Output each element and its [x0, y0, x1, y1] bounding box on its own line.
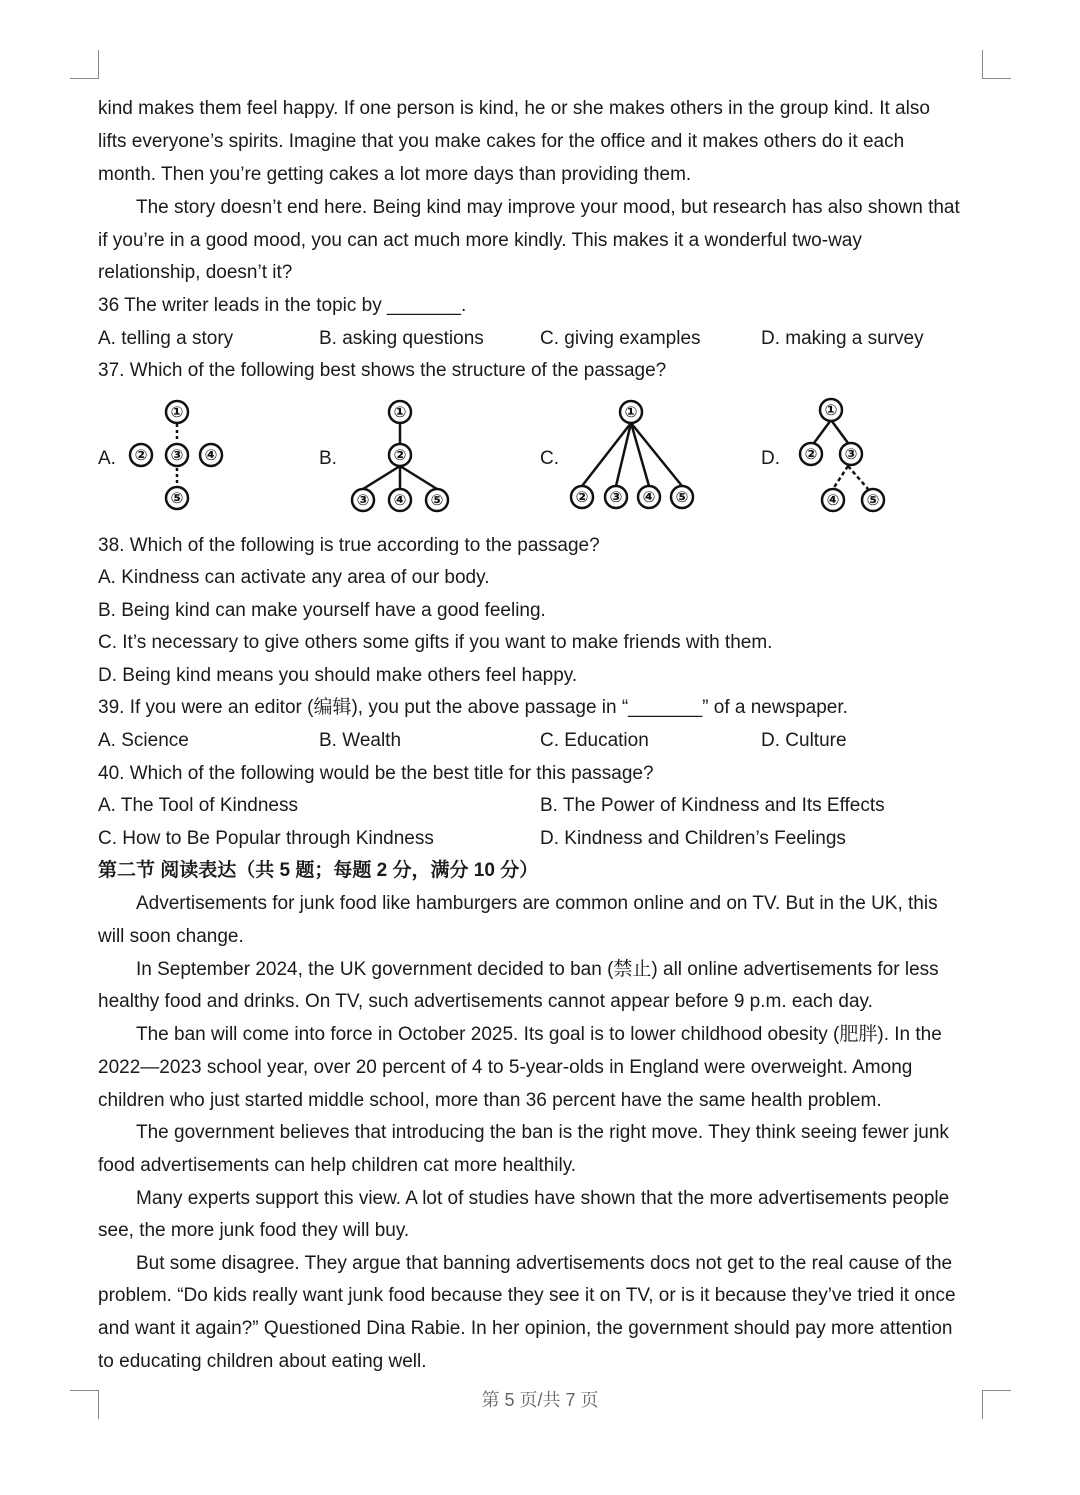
q39-option-c: C. Education — [540, 730, 649, 751]
q38-option-a: A. Kindness can activate any area of our body. — [98, 567, 490, 588]
q40-option-d: D. Kindness and Children’s Feelings — [540, 828, 846, 849]
diagram-connector — [363, 466, 400, 489]
passage2-line: food advertisements can help children cat more healthily. — [98, 1155, 577, 1176]
passage2-line: children who just started middle school, more than 36 percent have the same health problem. — [98, 1090, 882, 1111]
diagram-connector — [831, 420, 848, 443]
diagram-connector — [833, 466, 848, 489]
crop-mark-top-right — [982, 50, 1011, 79]
passage2-line: will soon change. — [98, 926, 244, 947]
passage2-line: problem. “Do kids really want junk food because they see it on TV, or is it because they’ve tried it once — [98, 1285, 956, 1306]
diagram-node-label: ④ — [826, 491, 840, 509]
diagram-node-label: ④ — [204, 446, 218, 464]
q40-stem: 40. Which of the following would be the best title for this passage? — [98, 763, 654, 784]
passage2-line: The government believes that introducing the ban is the right move. They think seeing fewer junk — [136, 1122, 949, 1143]
q39-option-b: B. Wealth — [319, 730, 402, 751]
diagram-node-label: ⑤ — [866, 491, 880, 509]
passage2-line: see, the more junk food they will buy. — [98, 1220, 410, 1241]
diagram-node-label: ⑤ — [675, 488, 689, 506]
diagram-node-label: ① — [393, 403, 407, 421]
diagram-node-label: ② — [575, 488, 589, 506]
q40-option-c: C. How to Be Popular through Kindness — [98, 828, 434, 849]
q37-option-a-label: A. — [98, 448, 116, 469]
q39-option-d: D. Culture — [761, 730, 847, 751]
q37-option-b-label: B. — [319, 448, 337, 469]
passage2-line: 2022—2023 school year, over 20 percent of 4 to 5-year-olds in England were overweight. Among — [98, 1057, 913, 1078]
diagram-node-label: ① — [824, 401, 838, 419]
diagram-node-label: ④ — [393, 491, 407, 509]
q37-diagram-a — [125, 394, 235, 519]
q37-option-c-label: C. — [540, 448, 559, 469]
page-footer: 第 5 页/共 7 页 — [481, 1390, 599, 1410]
diagram-node-label: ③ — [609, 488, 623, 506]
q38-stem: 38. Which of the following is true according to the passage? — [98, 535, 600, 556]
q36-option-a: A. telling a story — [98, 328, 234, 349]
diagram-connector — [814, 420, 831, 443]
diagram-node-label: ③ — [170, 446, 184, 464]
diagram-node-label: ② — [804, 445, 818, 463]
diagram-node-label: ② — [393, 446, 407, 464]
diagram-node-label: ③ — [844, 445, 858, 463]
q37-diagram-d — [790, 394, 900, 519]
passage2-line: The ban will come into force in October 2025. Its goal is to lower childhood obesity (肥胖). In the — [136, 1024, 942, 1045]
passage2-line: Many experts support this view. A lot of studies have shown that the more advertisements people — [136, 1188, 950, 1209]
section-heading: 第二节 阅读表达（共 5 题；每题 2 分，满分 10 分） — [98, 860, 539, 881]
q38-option-d: D. Being kind means you should make others feel happy. — [98, 665, 578, 686]
diagram-node-label: ④ — [642, 488, 656, 506]
q40-option-b: B. The Power of Kindness and Its Effects — [540, 795, 885, 816]
q36-option-d: D. making a survey — [761, 328, 924, 349]
passage-line: kind makes them feel happy. If one person is kind, he or she makes others in the group kind. It also — [98, 98, 930, 119]
q38-option-c: C. It’s necessary to give others some gifts if you want to make friends with them. — [98, 632, 773, 653]
diagram-node-label: ① — [624, 403, 638, 421]
passage-line: relationship, doesn’t it? — [98, 262, 293, 283]
passage2-line: and want it again?” Questioned Dina Rabie. In her opinion, the government should pay more attention — [98, 1318, 953, 1339]
q36-option-c: C. giving examples — [540, 328, 701, 349]
q36-stem: 36 The writer leads in the topic by _______. — [98, 295, 467, 316]
passage2-line: to educating children about eating well. — [98, 1351, 427, 1372]
diagram-connector — [848, 466, 868, 489]
passage2-line: In September 2024, the UK government decided to ban (禁止) all online advertisements for less — [136, 959, 939, 980]
passage2-line: Advertisements for junk food like hamburgers are common online and on TV. But in the UK, this — [136, 893, 938, 914]
crop-mark-top-left — [70, 50, 99, 79]
diagram-node-label: ⑤ — [170, 489, 184, 507]
passage-line: lifts everyone’s spirits. Imagine that you make cakes for the office and it makes others do it each — [98, 131, 905, 152]
diagram-node-label: ① — [170, 403, 184, 421]
passage2-line: But some disagree. They argue that banning advertisements docs not get to the real cause of the — [136, 1253, 953, 1274]
q38-option-b: B. Being kind can make yourself have a good feeling. — [98, 600, 546, 621]
q39-stem: 39. If you were an editor (编辑), you put the above passage in “_______” of a newspaper. — [98, 697, 848, 718]
diagram-connector — [400, 466, 437, 489]
q37-diagram-b — [345, 394, 465, 519]
passage-line: month. Then you’re getting cakes a lot more days than providing them. — [98, 164, 692, 185]
q37-option-d-label: D. — [761, 448, 780, 469]
q37-diagram-c — [565, 394, 705, 519]
diagram-node-label: ⑤ — [430, 491, 444, 509]
q40-option-a: A. The Tool of Kindness — [98, 795, 298, 816]
q36-option-b: B. asking questions — [319, 328, 484, 349]
diagram-node-label: ③ — [356, 491, 370, 509]
diagram-connector — [631, 423, 682, 486]
passage-line: The story doesn’t end here. Being kind may improve your mood, but research has also shown that — [136, 197, 960, 218]
q39-option-a: A. Science — [98, 730, 189, 751]
passage2-line: healthy food and drinks. On TV, such advertisements cannot appear before 9 p.m. each day. — [98, 991, 873, 1012]
q37-stem: 37. Which of the following best shows the structure of the passage? — [98, 360, 667, 381]
passage-line: if you’re in a good mood, you can act much more kindly. This makes it a wonderful two-way — [98, 230, 862, 251]
diagram-node-label: ② — [134, 446, 148, 464]
